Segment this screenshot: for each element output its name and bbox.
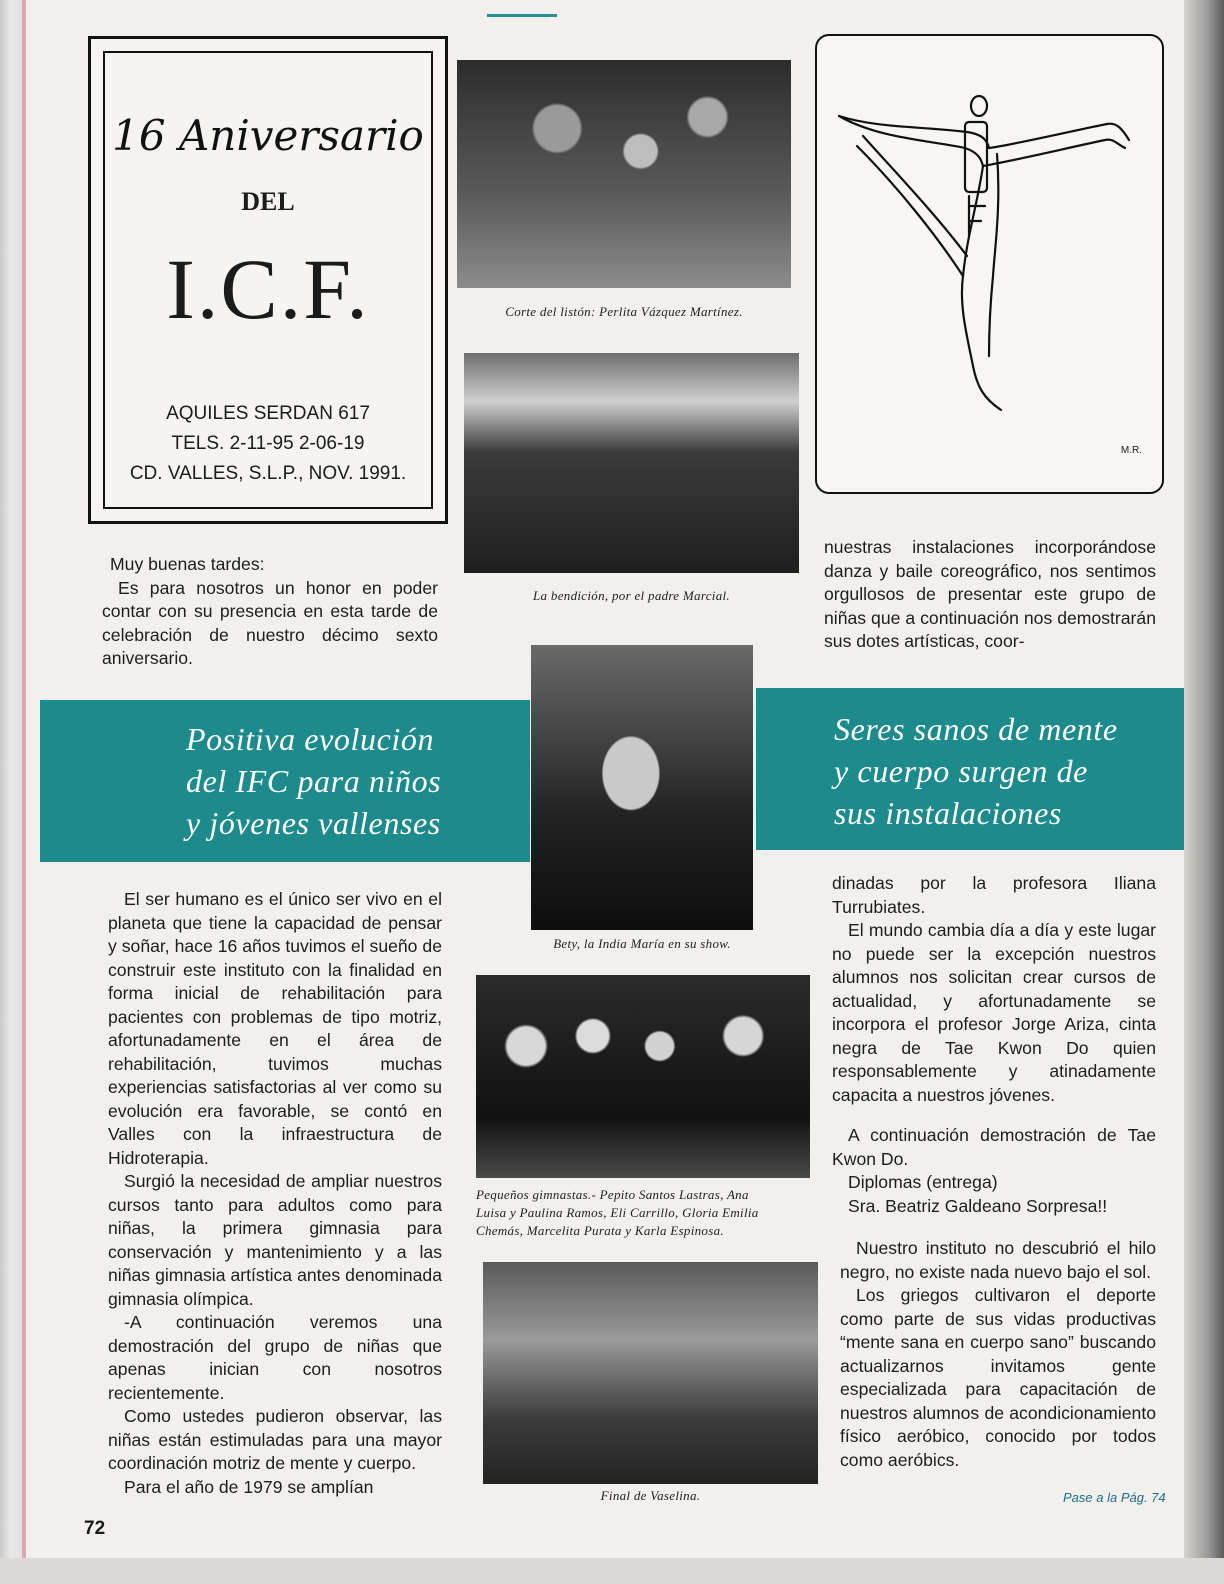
caption-dancer: Bety, la India María en su show. [553, 936, 731, 951]
address-block [105, 399, 431, 489]
banner-line: y jóvenes vallenses [186, 805, 441, 841]
photo-gymnasts [476, 975, 810, 1178]
right-paragraph: El mundo cambia día a día y este lugar no puede ser la excepción nuestros alumnos nos solicitan crear cursos de actualidad, y afortunadamente se incorpora el profesor Jorge Ariza, cinta negra de Tae Kwon Do quien responsablemente y atinadamente capacita a nuestros jóvenes. [832, 920, 1156, 1105]
caption-vaselina-finale: Final de Vaselina. [600, 1488, 701, 1503]
left-paragraph: Surgió la necesidad de ampliar nuestros cursos tanto para adultos como para niñas, la primera gimnasia para conservación y mantenimiento y a las niñas gimnasia artística antes denominada gimnasia olímpica. [108, 1171, 442, 1309]
photo-blessing [464, 353, 799, 573]
gymnast-logo-icon [817, 36, 1162, 492]
phones-line: TELS. 2-11-95 2-06-19 [171, 433, 365, 454]
title-box-inner-border [103, 51, 433, 509]
caption-blessing: La bendición, por el padre Marcial. [533, 588, 730, 603]
caption-gymnasts-line: Chemás, Marcelita Purata y Karla Espinosa. [476, 1223, 724, 1238]
page-number: 72 [84, 1518, 106, 1539]
banner-line: y cuerpo surgen de [834, 753, 1088, 789]
banner-right [756, 688, 1184, 850]
intro-greeting: Muy buenas tardes: [110, 554, 265, 574]
banner-line: del IFC para niños [186, 763, 442, 799]
program-line: A continuación demostración de Tae Kwon Do. [832, 1125, 1156, 1169]
banner-line: Seres sanos de mente [834, 711, 1118, 747]
intro-text [102, 553, 438, 671]
left-paragraph: El ser humano es el único ser vivo en el planeta que tiene la capacidad de pensar y soñar, hace 16 años tuvimos el sueño de construir este instituto con la finalidad en forma inicial de rehabilitación para pacientes con problemas de tipo motriz, afortunadamente en el área de rehabilitación, tuvimos muchas experiencias satisfactorias al ver como su evolución era favorable, se contó en Valles con la infraestructura de Hidroterapia. [108, 889, 442, 1168]
closing-paragraph: Nuestro instituto no descubrió el hilo negro, no existe nada nuevo bajo el sol. [840, 1238, 1156, 1282]
program-line: Sra. Beatriz Galdeano Sorpresa!! [848, 1195, 1108, 1216]
left-paragraph: Como ustedes pudieron observar, las niñas están estimuladas para una mayor coordinación motriz de mente y cuerpo. [108, 1406, 442, 1473]
left-column-text [108, 888, 442, 1499]
banner-line: sus instalaciones [834, 795, 1062, 831]
page-binding-strip [22, 0, 26, 1584]
icf-logo-box [815, 34, 1164, 494]
left-paragraph: Para el año de 1979 se amplían [124, 1476, 374, 1497]
banner-line: Positiva evolución [186, 721, 435, 757]
closing-paragraph: Los griegos cultivaron el deporte como parte de sus vidas productivas “mente sana en cuerpo sano” buscando actualizarnos invitamos gente especializada para capacitación de nuestros alumnos de acondicionamiento físico aeróbico, conocido por todos como aeróbics. [840, 1285, 1156, 1470]
right-top-text [824, 536, 1156, 654]
banner-left-text [186, 718, 441, 844]
anniversary-title-box [88, 36, 448, 524]
anniversary-heading: 16 Aniversario [112, 111, 424, 160]
right-column-text [832, 872, 1156, 1107]
photo-dancer [531, 645, 753, 930]
org-name: I.C.F. [166, 241, 370, 337]
program-line: Diplomas (entrega) [848, 1172, 998, 1192]
banner-right-text [834, 708, 1118, 834]
address-line: AQUILES SERDAN 617 [166, 403, 370, 424]
intro-paragraph: Es para nosotros un honor en poder contar con su presencia en esta tarde de celebración de nuestro décimo sexto aniversario. [102, 577, 438, 668]
caption-gymnasts-line: Pequeños gimnastas.- Pepito Santos Lastras, Ana [476, 1187, 749, 1202]
caption-gymnasts-line: Luisa y Paulina Ramos, Eli Carrillo, Gloria Emilia [476, 1205, 759, 1220]
banner-left [40, 700, 530, 862]
logo-trademark: M.R. [1120, 445, 1142, 456]
page-bottom-edge [0, 1558, 1224, 1584]
caption-gymnasts [476, 1186, 816, 1240]
closing-text [840, 1237, 1156, 1472]
photo-vaselina-finale [483, 1262, 818, 1484]
city-date-line: CD. VALLES, S.L.P., NOV. 1991. [129, 463, 407, 484]
page-gutter-right [1184, 0, 1224, 1584]
left-paragraph: -A continuación veremos una demostración del grupo de niñas que apenas inician con nosotros recientemente. [108, 1312, 442, 1403]
right-paragraph: dinadas por la profesora Iliana Turrubiates. [832, 873, 1156, 917]
continue-link: Pase a la Pág. 74 [1063, 1490, 1166, 1505]
program-list [832, 1124, 1156, 1218]
caption-ribbon-cutting: Corte del listón: Perlita Vázquez Martínez. [505, 304, 743, 319]
top-accent-line [487, 14, 557, 17]
photo-ribbon-cutting [457, 60, 791, 288]
right-top-paragraph: nuestras instalaciones incorporándose danza y baile coreográfico, nos sentimos orgullosos de presentar este grupo de niñas que a continuación nos demostrarán sus dotes artísticas, coor- [824, 537, 1156, 651]
del-text: DEL [241, 187, 295, 216]
